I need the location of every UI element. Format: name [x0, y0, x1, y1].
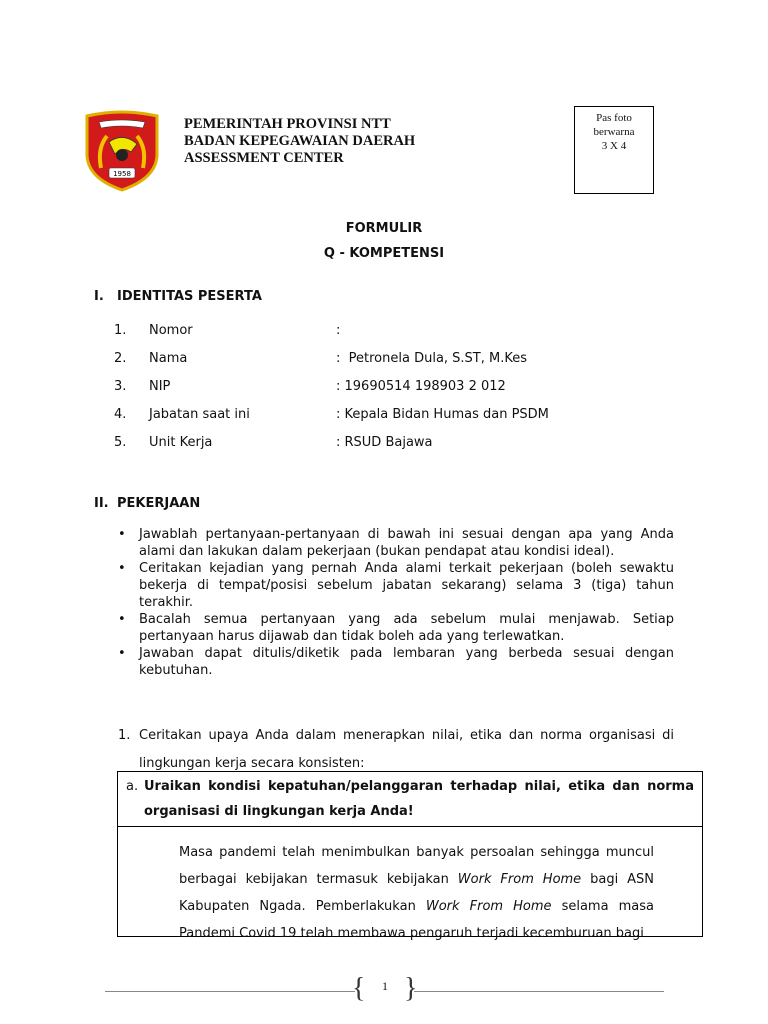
footer-rule-right: [414, 991, 664, 992]
row-value: : 19690514 198903 2 012: [336, 379, 506, 394]
row-label: Nama: [149, 351, 188, 366]
section-1-title: IDENTITAS PESERTA: [117, 289, 262, 304]
ntt-emblem-icon: [79, 108, 165, 192]
row-label: NIP: [149, 379, 171, 394]
sub-question: [118, 772, 702, 827]
row-number: 3.: [114, 379, 127, 394]
instruction-list: [118, 526, 674, 679]
answer-italic: Work From Home: [457, 872, 582, 887]
emblem-year: 1958: [113, 170, 131, 178]
header-line-2: BADAN KEPEGAWAIAN DAERAH: [184, 133, 416, 149]
instruction-item: • Jawablah pertanyaan-pertanyaan di bawah ini sesuai dengan apa yang Anda alami dan lakukan dalam pekerjaan (bukan pendapat atau kondisi ideal).: [118, 526, 674, 560]
left-brace-icon: {: [352, 973, 366, 1004]
row-number: 1.: [114, 323, 127, 338]
header-line-3: ASSESSMENT CENTER: [184, 150, 344, 166]
answer-italic: Work From Home: [425, 899, 552, 914]
identity-row: [114, 351, 714, 369]
form-subtitle: Q - KOMPETENSI: [323, 246, 445, 261]
row-value: :: [336, 323, 341, 338]
row-label: Nomor: [149, 323, 193, 338]
row-value: : RSUD Bajawa: [336, 435, 433, 450]
photo-box: [574, 106, 654, 194]
right-brace-icon: }: [404, 973, 418, 1004]
identity-row: [114, 379, 714, 397]
row-number: 4.: [114, 407, 127, 422]
identity-row: [114, 435, 714, 453]
identity-row: [114, 323, 714, 341]
form-title: FORMULIR: [345, 221, 423, 236]
section-2-title: PEKERJAAN: [117, 496, 201, 511]
row-number: 2.: [114, 351, 127, 366]
photo-box-line-1: Pas foto: [596, 112, 632, 124]
row-label: Jabatan saat ini: [149, 407, 250, 422]
instruction-item: • Jawaban dapat ditulis/diketik pada lembaran yang berbeda sesuai dengan kebutuhan.: [118, 645, 674, 679]
answer-part: selama masa Pandemi Covid 19 telah membawa pengaruh terjadi kecemburuan bagi: [179, 899, 654, 941]
photo-box-line-2: berwarna: [593, 126, 635, 138]
page-number: 1: [382, 979, 388, 993]
footer-rule-left: [105, 991, 355, 992]
section-2-heading: [94, 496, 200, 511]
sub-question-text: Uraikan kondisi kepatuhan/pelanggaran terhadap nilai, etika dan norma organisasi di lingkungan kerja Anda!: [144, 779, 694, 819]
answer-box: [117, 771, 703, 941]
row-number: 5.: [114, 435, 127, 450]
answer-part: bagi ASN Kabupaten Ngada. Pemberlakukan: [179, 872, 655, 914]
row-value: : Petronela Dula, S.ST, M.Kes: [336, 351, 528, 366]
header-line-1: PEMERINTAH PROVINSI NTT: [184, 116, 391, 132]
photo-box-line-3: 3 X 4: [601, 140, 627, 152]
section-1-heading: [94, 289, 262, 304]
question-number: 1.: [118, 728, 131, 743]
section-2-number: II.: [94, 496, 109, 511]
answer-text[interactable]: [118, 827, 702, 947]
row-value: : Kepala Bidan Humas dan PSDM: [336, 407, 549, 422]
row-label: Unit Kerja: [149, 435, 213, 450]
section-1-number: I.: [94, 289, 104, 304]
instruction-item: • Bacalah semua pertanyaan yang ada sebelum mulai menjawab. Setiap pertanyaan harus dijawab dan tidak boleh ada yang terlewatkan.: [118, 611, 674, 645]
answer-part: Masa pandemi telah menimbulkan banyak persoalan sehingga muncul berbagai kebijakan termasuk kebijakan: [179, 845, 654, 887]
sub-question-letter: a.: [126, 779, 139, 794]
instruction-item: • Ceritakan kejadian yang pernah Anda alami terkait pekerjaan (boleh sewaktu bekerja di tempat/posisi sebelum jabatan sekarang) selama 3 (tiga) tahun terakhir.: [118, 560, 674, 611]
identity-row: [114, 407, 714, 425]
question-text: Ceritakan upaya Anda dalam menerapkan nilai, etika dan norma organisasi di lingkungan kerja secara konsisten:: [139, 728, 674, 771]
question-1: [118, 722, 674, 778]
institution-header: [184, 116, 415, 167]
